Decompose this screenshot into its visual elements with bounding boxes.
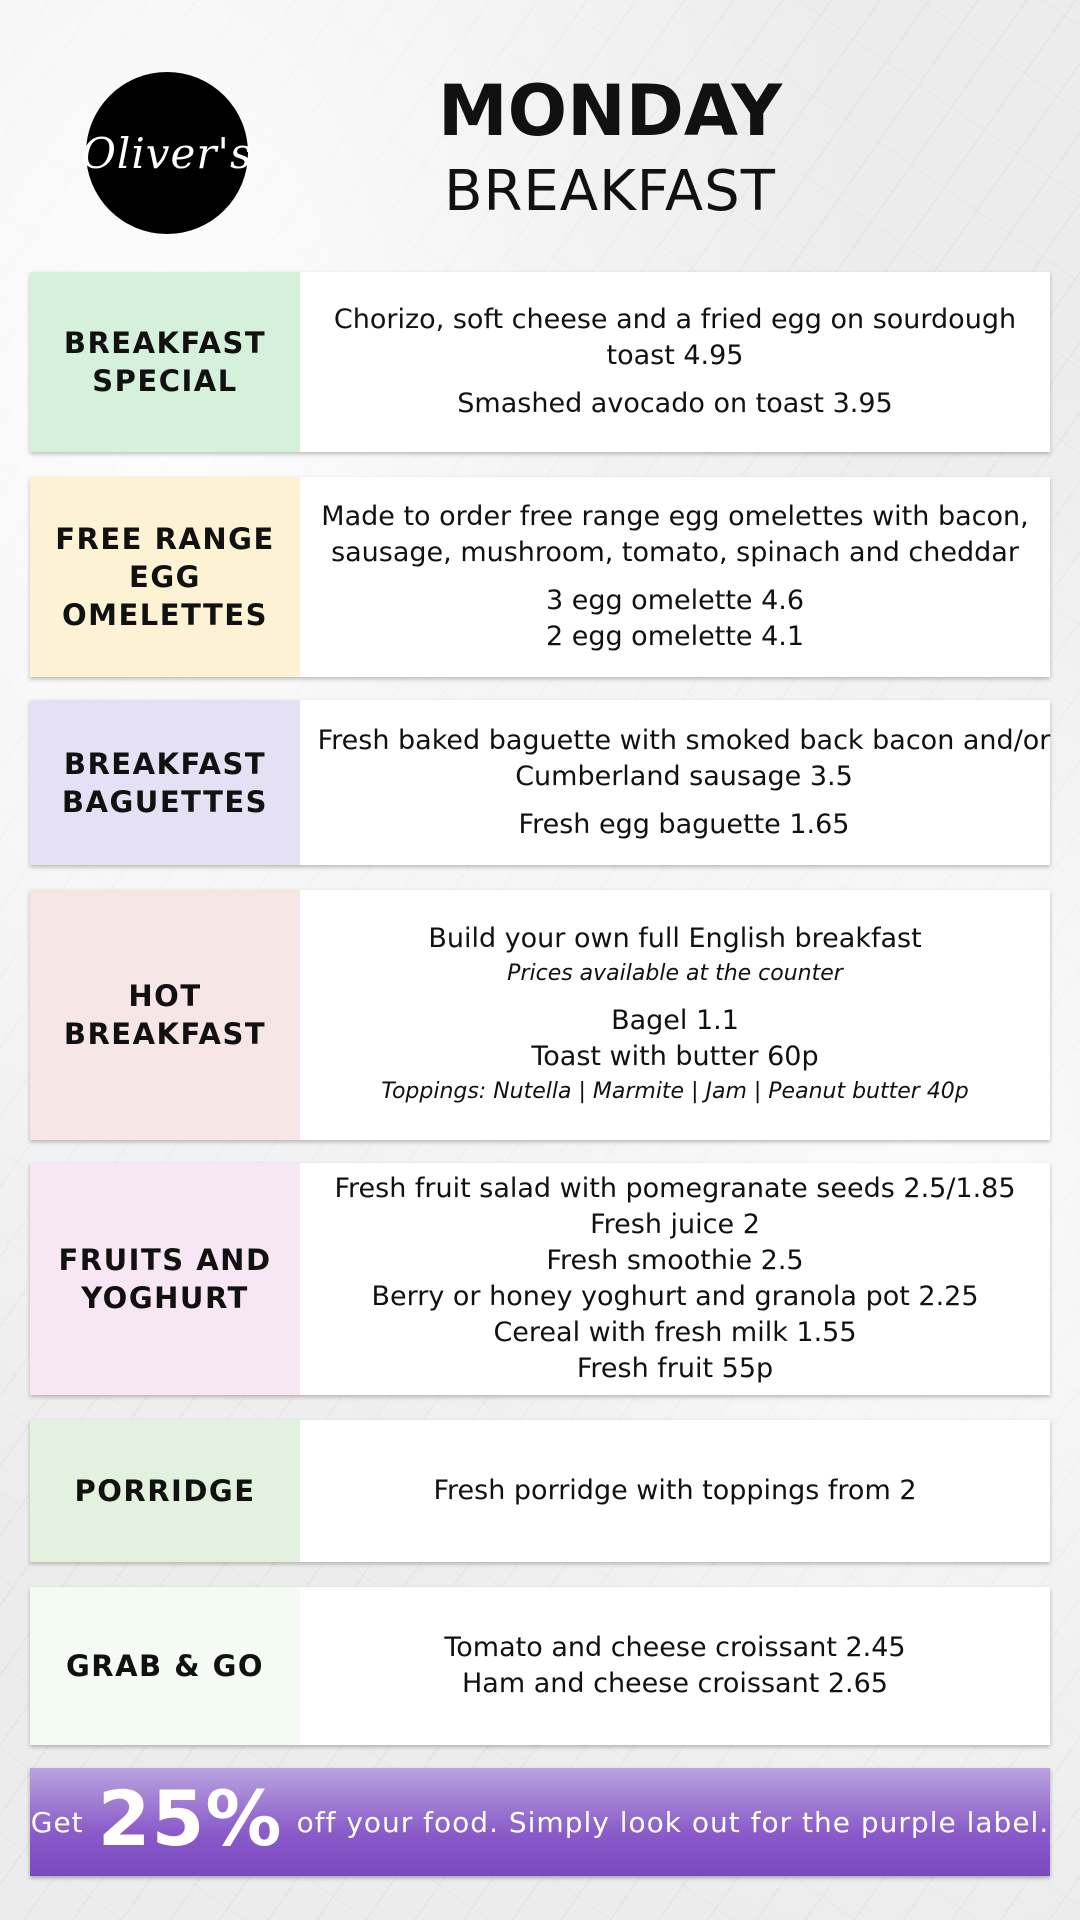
menu-item: Made to order free range egg omelettes with bacon, sausage, mushroom, tomato, spinach and cheddar xyxy=(321,501,1029,568)
menu-item: Toast with butter 60p xyxy=(531,1041,819,1072)
menu-item: Tomato and cheese croissant 2.45 xyxy=(444,1632,906,1663)
menu-items xyxy=(300,890,1050,1140)
menu-item: Fresh smoothie 2.5 xyxy=(546,1245,804,1276)
menu-item: Smashed avocado on toast 3.95 xyxy=(457,388,893,419)
menu-items xyxy=(300,1163,1050,1395)
category-label: PORRIDGE xyxy=(30,1420,300,1562)
section-omelettes xyxy=(30,477,1050,677)
menu-item: Fresh egg baguette 1.65 xyxy=(518,808,850,840)
category-label: FRUITS AND YOGHURT xyxy=(30,1163,300,1395)
discount-banner xyxy=(30,1768,1050,1876)
menu-item: Build your own full English breakfast xyxy=(428,923,922,954)
section-fruits-yoghurt xyxy=(30,1163,1050,1395)
section-breakfast-special xyxy=(30,272,1050,452)
promo-suffix: off your food. Simply look out for the purple label. xyxy=(296,1805,1050,1839)
category-label: GRAB & GO xyxy=(30,1587,300,1745)
logo-text: Oliver's xyxy=(81,128,253,178)
meal-title: BREAKFAST xyxy=(444,159,776,224)
menu-item: Fresh juice 2 xyxy=(590,1209,760,1240)
menu-item: Fresh fruit salad with pomegranate seeds 2.5/1.85 xyxy=(334,1173,1016,1204)
menu-items xyxy=(300,477,1050,677)
category-label: FREE RANGE EGG OMELETTES xyxy=(30,477,300,677)
menu-note: Toppings: Nutella | Marmite | Jam | Peanut butter 40p xyxy=(381,1079,969,1104)
olivers-logo xyxy=(81,72,253,234)
menu-items xyxy=(300,1587,1050,1745)
menu-note: Prices available at the counter xyxy=(507,961,843,986)
promo-highlight: 25% xyxy=(97,1774,283,1863)
menu-items xyxy=(300,700,1068,865)
section-baguettes xyxy=(30,700,1050,865)
menu-item: Bagel 1.1 xyxy=(611,1005,739,1036)
category-label: BREAKFAST BAGUETTES xyxy=(30,700,300,865)
category-label: HOT BREAKFAST xyxy=(30,890,300,1140)
menu-header xyxy=(390,70,830,232)
menu-item: Cereal with fresh milk 1.55 xyxy=(493,1317,857,1348)
menu-item: Berry or honey yoghurt and granola pot 2.25 xyxy=(371,1281,979,1312)
menu-item: Ham and cheese croissant 2.65 xyxy=(461,1668,888,1699)
section-hot-breakfast xyxy=(30,890,1050,1140)
menu-item: Chorizo, soft cheese and a fried egg on sourdough toast 4.95 xyxy=(333,304,1017,371)
promo-prefix: Get xyxy=(30,1805,84,1839)
section-porridge xyxy=(30,1420,1050,1562)
day-title: MONDAY xyxy=(437,70,783,152)
category-label: BREAKFAST SPECIAL xyxy=(30,272,300,452)
menu-item: 3 egg omelette 4.6 xyxy=(545,585,805,616)
menu-item: Fresh fruit 55p xyxy=(576,1353,774,1384)
menu-item: Fresh baked baguette with smoked back bacon and/or Cumberland sausage 3.5 xyxy=(317,724,1051,792)
menu-items xyxy=(300,272,1050,452)
menu-item: Fresh porridge with toppings from 2 xyxy=(433,1475,917,1506)
section-grab-and-go xyxy=(30,1587,1050,1745)
menu-items xyxy=(300,1420,1050,1562)
menu-item: 2 egg omelette 4.1 xyxy=(545,621,805,652)
